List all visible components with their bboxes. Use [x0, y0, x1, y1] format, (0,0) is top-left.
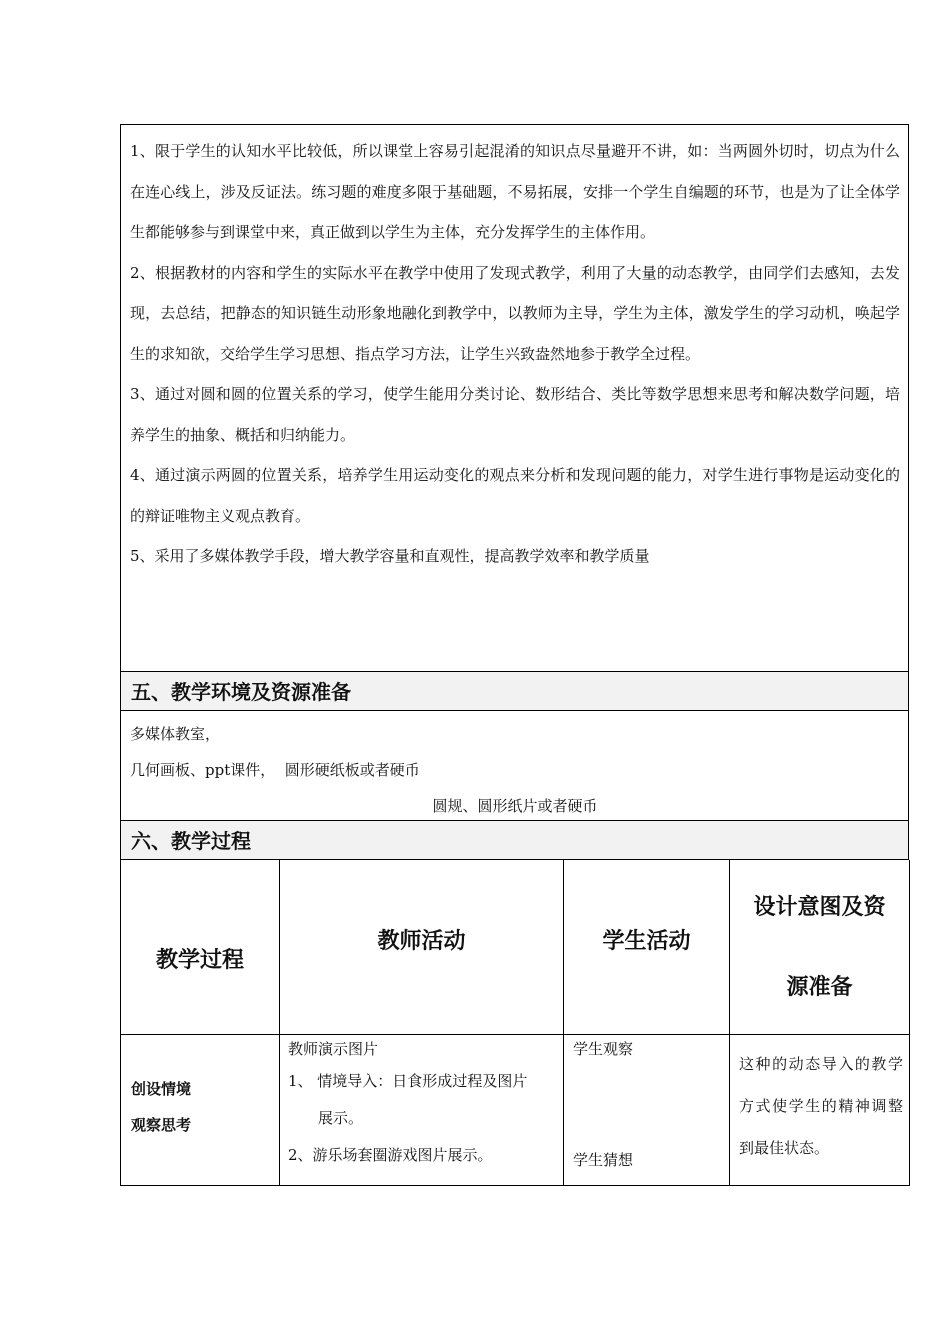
teaching-reflection-box: [120, 124, 909, 672]
resource-line-2: 几何画板、ppt课件， 圆形硬纸板或者硬币: [130, 761, 420, 779]
header-teacher-activity: 教师活动: [280, 860, 564, 1035]
header-design-line-1: 设计意图及资: [753, 894, 886, 920]
student-activity-cell: [564, 1035, 730, 1186]
stage-cell: [121, 1035, 280, 1186]
teaching-process-table: [120, 860, 910, 1186]
section-6-heading: 六、教学过程: [120, 821, 909, 860]
teacher-line-1: 教师演示图片: [288, 1040, 379, 1058]
student-line-2: 学生猜想: [573, 1151, 634, 1169]
stage-line-2: 观察思考: [131, 1116, 192, 1134]
reflection-item-5: 5、采用了多媒体教学手段，增大教学容量和直观性，提高教学效率和教学质量: [130, 547, 650, 565]
table-header-row: [121, 860, 910, 1035]
resource-line-3: 圆规、圆形纸片或者硬币: [432, 797, 598, 815]
resource-line-1: 多媒体教室，: [130, 725, 221, 743]
table-row: [121, 1035, 910, 1186]
section-5-heading: 五、教学环境及资源准备: [120, 672, 909, 711]
header-design-line-2: 源准备: [786, 974, 853, 1000]
teacher-line-3: 展示。: [318, 1109, 364, 1127]
header-design-intent: [730, 860, 910, 1035]
reflection-item-4: 4、通过演示两圆的位置关系，培养学生用运动变化的观点来分析和发现问题的能力，对学生进行事物是运动变化的的辩证唯物主义观点教育。: [130, 466, 900, 525]
stage-line-1: 创设情境: [131, 1080, 192, 1098]
resources-box: [120, 711, 909, 821]
teacher-activity-cell: [280, 1035, 564, 1186]
teacher-line-2: 1、 情境导入：日食形成过程及图片: [288, 1072, 528, 1090]
document-page: [120, 124, 909, 1186]
reflection-item-1: 1、限于学生的认知水平比较低，所以课堂上容易引起混淆的知识点尽量避开不讲，如：当两圆外切时，切点为什么在连心线上，涉及反证法。练习题的难度多限于基础题，不易拓展，安排一个学生自编题的环节，也是为了让全体学生都能够参与到课堂中来，真正做到以学生为主体，充分发挥学生的主体作用。: [130, 142, 900, 241]
design-intent-cell: 这种的动态导入的教学方式使学生的精神调整到最佳状态。: [730, 1035, 910, 1186]
student-line-1: 学生观察: [573, 1040, 634, 1058]
teacher-line-4: 2、游乐场套圈游戏图片展示。: [288, 1146, 493, 1164]
reflection-item-3: 3、通过对圆和圆的位置关系的学习，使学生能用分类讨论、数形结合、类比等数学思想来思考和解决数学问题，培养学生的抽象、概括和归纳能力。: [130, 385, 900, 444]
header-student-activity: 学生活动: [564, 860, 730, 1035]
header-process: 教学过程: [121, 860, 280, 1035]
reflection-item-2: 2、根据教材的内容和学生的实际水平在教学中使用了发现式教学，利用了大量的动态教学，由同学们去感知，去发现，去总结，把静态的知识链生动形象地融化到教学中，以教师为主导，学生为主体，激发学生的学习动机，唤起学生的求知欲，交给学生学习思想、指点学习方法，让学生兴致盎然地参于教学全过程。: [130, 263, 900, 363]
